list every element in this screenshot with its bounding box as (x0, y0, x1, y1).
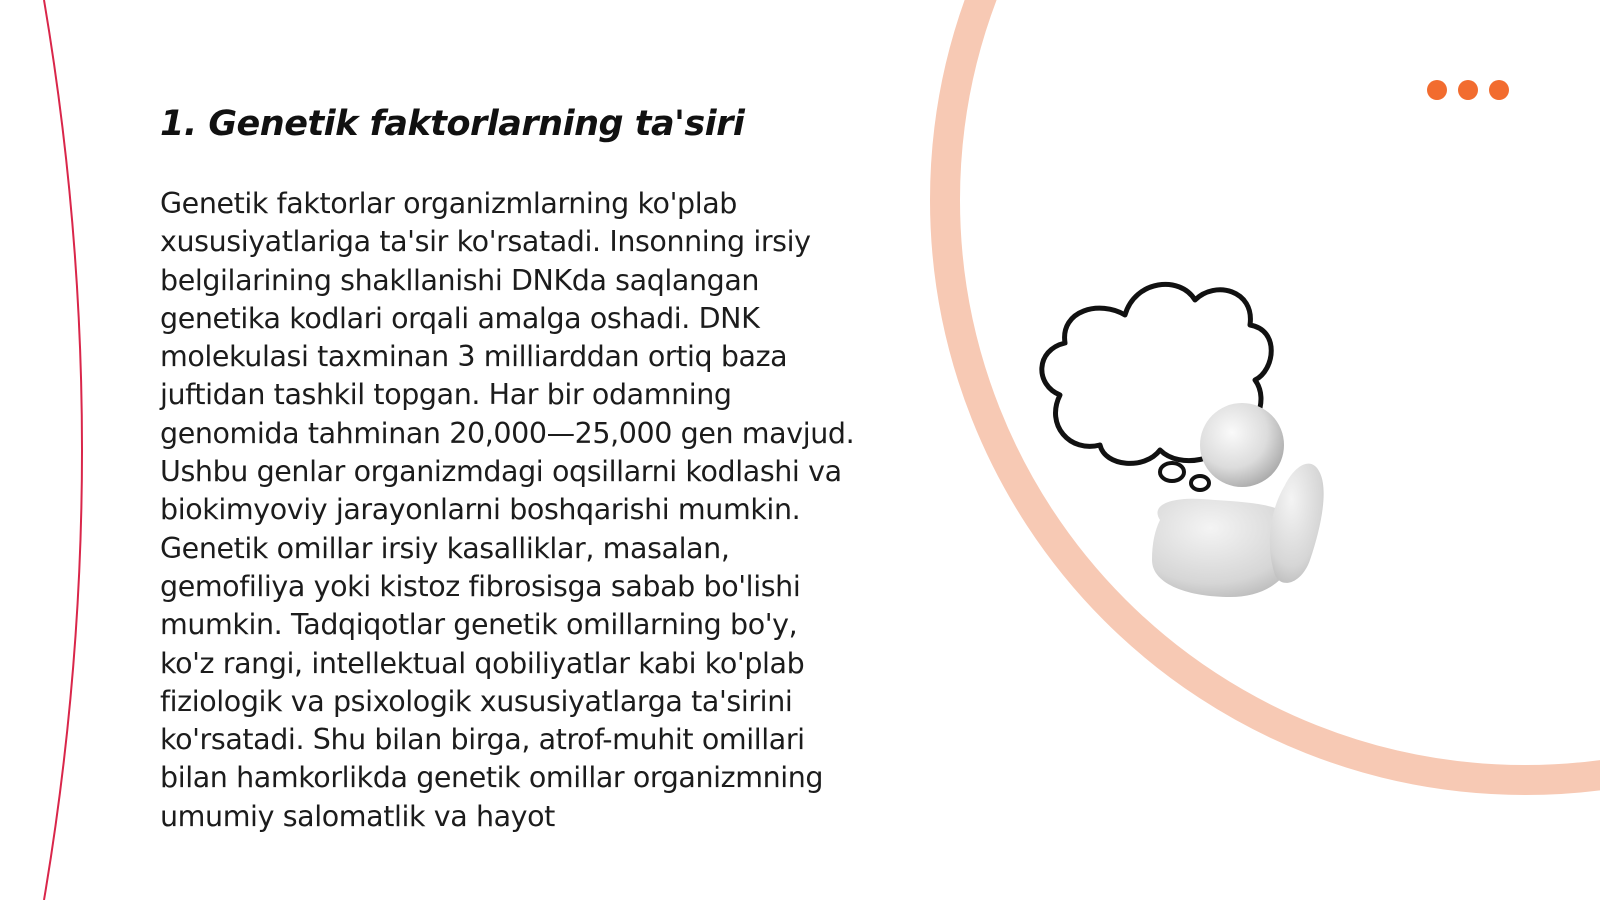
dot-1 (1427, 80, 1447, 100)
left-curve-line (44, 0, 82, 900)
slide-body-text: Genetik faktorlar organizmlarning ko'plab xususiyatlariga ta'sir ko'rsatadi. Insonning irsiy belgilarining shakllanishi DNKda saqlangan genetika kodlari orqali amalga oshadi. DNK molekulasi taxminan 3 milliarddan ortiq baza juftidan tashkil topgan. Har bir odamning genomida tahminan 20,000—25,000 gen mavjud. Ushbu genlar organizmdagi oqsillarni kodlashi va biokimyoviy jarayonlarni boshqarishi mumkin. Genetik omillar irsiy kasalliklar, masalan, gemofiliya yoki kistoz fibrosisga sabab bo'lishi mumkin. Tadqiqotlar genetik omillarning bo'y, ko'z rangi, intellektual qobiliyatlar kabi ko'plab fiziologik va psixologik xususiyatlarga ta'sirini ko'rsatadi. Shu bilan birga, atrof-muhit omillari bilan hamkorlikda genetik omillar organizmning umumiy salomatlik va hayot (160, 187, 855, 833)
thinking-person-icon (1030, 275, 1350, 615)
slide-title: 1. Genetik faktorlarning ta'siri (160, 104, 745, 144)
dots-indicator (1427, 80, 1509, 100)
dot-2 (1458, 80, 1478, 100)
dot-3 (1489, 80, 1509, 100)
